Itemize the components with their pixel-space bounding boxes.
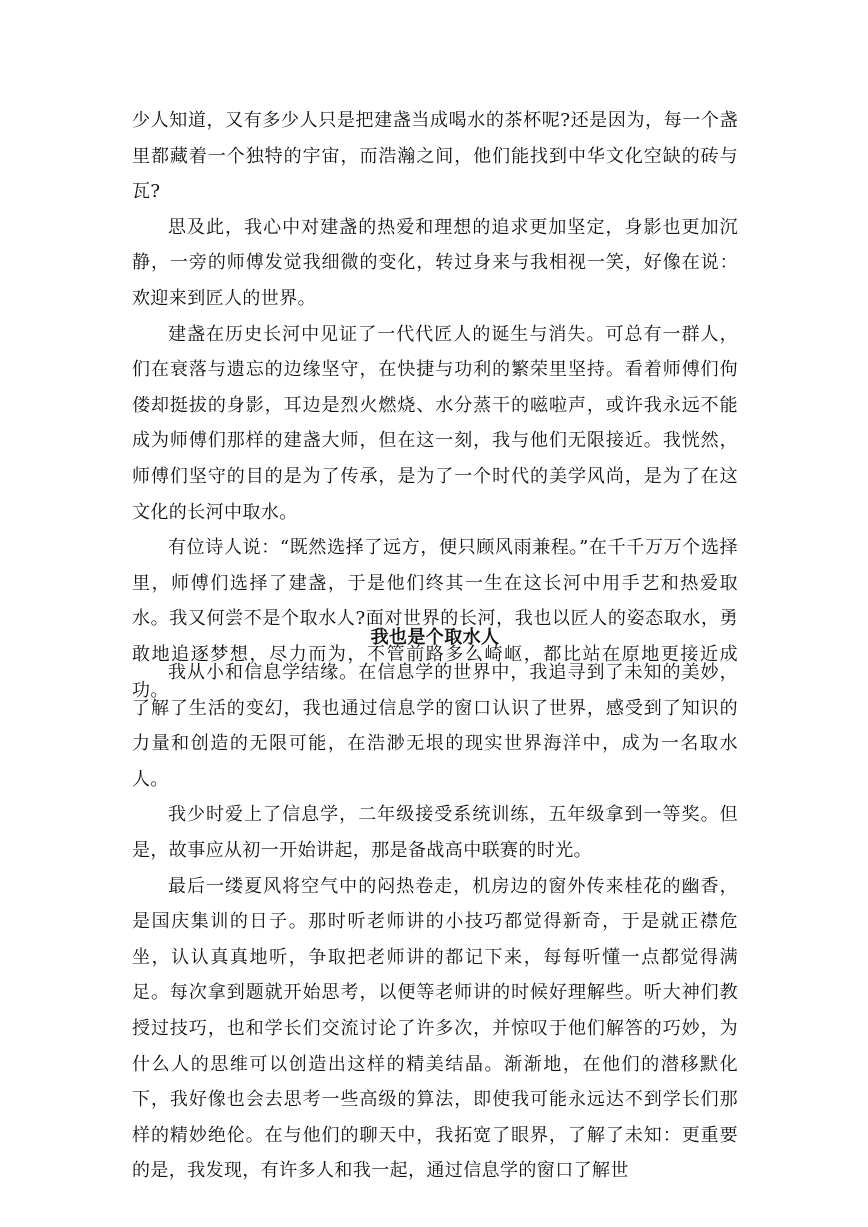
paragraph: 最后一缕夏风将空气中的闷热卷走，机房边的窗外传来桂花的幽香，是国庆集训的日子。那时听老师讲的小技巧都觉得新奇，于是就正襟危坐，认认真真地听，争取把老师讲的都记下来，每每听懂一点都觉得满足。每次拿到题就开始思考，以便等老师讲的时候好理解些。听大神们教授过技巧，也和学长们交流讨论了许多次，并惊叹于他们解答的巧妙，为什么人的思维可以创造出这样的精美结晶。渐渐地，在他们的潜移默化下，我好像也会去思考一些高级的算法，即使我可能永远达不到学长们那样的精妙绝伦。在与他们的聊天中，我拓宽了眼界，了解了未知：更重要的是，我发现，有许多人和我一起，通过信息学的窗口了解世	[132, 875, 738, 1182]
paragraph: 思及此，我心中对建盏的热爱和理想的追求更加坚定，身影也更加沉静，一旁的师傅发觉我细微的变化，转过身来与我相视一笑，好像在说：欢迎来到匠人的世界。	[132, 216, 738, 309]
paragraph: 我从小和信息学结缘。在信息学的世界中，我追寻到了未知的美妙，了解了生活的变幻，我也通过信息学的窗口认识了世界，感受到了知识的力量和创造的无限可能，在浩渺无垠的现实世界海洋中，成为一名取水人。	[132, 662, 738, 790]
paragraph: 我少时爱上了信息学，二年级接受系统训练，五年级拿到一等奖。但是，故事应从初一开始讲起，那是备战高中联赛的时光。	[132, 804, 738, 861]
paragraph: 少人知道，又有多少人只是把建盏当成喝水的茶杯呢?还是因为，每一个盏里都藏着一个独特的宇宙，而浩瀚之间，他们能找到中华文化空缺的砖与瓦?	[132, 110, 738, 203]
essay-one-body	[132, 103, 738, 708]
essay-two-body	[132, 655, 738, 1189]
essay-two-title: 我也是个取水人	[370, 627, 500, 648]
paragraph: 有位诗人说：“既然选择了远方，便只顾风雨兼程。”在千千万万个选择里，师傅们选择了建盏，于是他们终其一生在这长河中用手艺和热爱取水。我又何尝不是个取水人?面对世界的长河，我也以匠人的姿态取水，勇敢地追逐梦想，尽力而为，不管前路多么崎岖，都比站在原地更接近成功。	[132, 537, 738, 701]
paragraph: 建盏在历史长河中见证了一代代匠人的诞生与消失。可总有一群人，们在衰落与遗忘的边缘坚守，在快捷与功利的繁荣里坚持。看着师傅们佝偻却挺拔的身影，耳边是烈火燃烧、水分蒸干的嗞啦声，或许我永远不能成为师傅们那样的建盏大师，但在这一刻，我与他们无限接近。我恍然，师傅们坚守的目的是为了传承，是为了一个时代的美学风尚，是为了在这文化的长河中取水。	[132, 323, 738, 523]
